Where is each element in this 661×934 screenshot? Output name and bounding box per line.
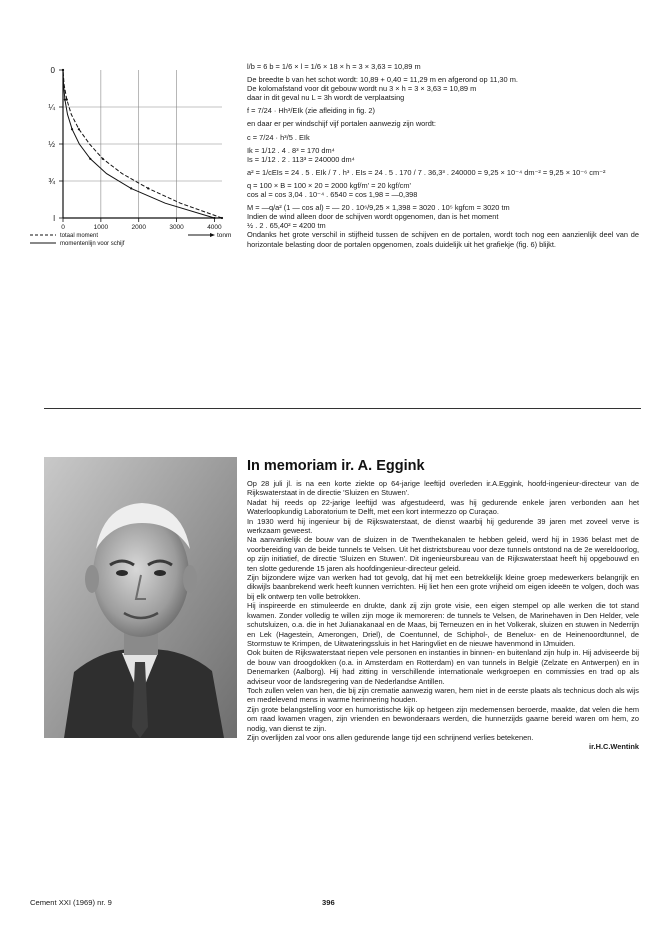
article-paragraph: Zijn grote belangstelling voor en humoristische kijk op hetgeen zijn medemensen beroerde, maakte, dat velen die hem om raad kwamen vragen, zijn vrienden en bewonderaars werden, die hunnerzijds gaarne bereid waren om hem, zo nodig, van dienst te zijn. xyxy=(247,704,639,733)
x-tick-label: 1000 xyxy=(93,224,109,231)
y-tick-label: l xyxy=(53,214,55,223)
y-tick-label: ½ xyxy=(48,140,55,149)
data-point xyxy=(213,217,215,219)
article-paragraph: Ook buiten de Rijkswaterstaat riepen vele personen en instanties in binnen- en buitenland zijn hulp in. Hij adviseerde bij de bouw van droogdokken (o.a. in Amsterdam en Rotterdam) en van tunnels in België (Zelzate en Antwerpen) en in Denemarken (Aalborg). Hij had zitting in verschillende internationale werkgroepen en commissies en trad op als adviseur voor de landsregering van de Nederlandse Antillen. xyxy=(247,648,639,686)
x-tick-label: 4000 xyxy=(207,224,222,231)
data-point xyxy=(62,69,64,71)
data-point xyxy=(147,187,149,189)
article-title: In memoriam ir. A. Eggink xyxy=(247,458,425,474)
article-signature: ir.H.C.Wentink xyxy=(589,742,639,752)
calc-line-breedte: De breedte b van het schot wordt: 10,89 + 0,40 = 11,29 m en afgerond op 11,30 m. xyxy=(247,75,518,85)
calc-line-kolomafstand: De kolomafstand voor dit gebouw wordt nu 3 × h = 3 × 3,63 = 10,89 m xyxy=(247,84,477,94)
article-paragraph: Zijn overlijden zal voor ons allen gedurende lange tijd een schrijnend verlies betekenen. xyxy=(247,732,534,742)
y-tick-label: ¼ xyxy=(48,103,55,112)
calc-line-windschijf: en daar er per windschijf vijf portalen aanwezig zijn wordt: xyxy=(247,119,436,129)
portrait-illustration xyxy=(44,457,237,738)
data-point xyxy=(78,128,80,130)
chart-plot-area xyxy=(30,66,231,247)
data-point xyxy=(71,128,73,130)
calc-line-a-squared: a² = 1/cEIs = 24 . 5 . EIk / 7 . h³ . EIs = 24 . 5 . 170 / 7 . 36,3³ . 240000 = 9,25 × 10⁻⁴ dm⁻² = 9,25 × 10⁻⁶ cm⁻² xyxy=(247,167,606,177)
article-body xyxy=(247,479,639,752)
x-tick-label: 3000 xyxy=(169,224,184,231)
article-paragraph: Hij inspireerde en stimuleerde en drukte, dank zij zijn grote visie, een eigen stempel op alle werken die tot stand kwamen. Zonder volledig te willen zijn moge ik memoreren: de tunnels te Velsen, de Marinehaven in Den Helder, vele schutsluizen, o.a. die in het Julianakanaal en de Maas, bij Terneuzen en in het Volkerak, sluizen en stuwen in Nederrijn en Lek (Hagestein, Amerongen, Driel), de Coentunnel, de Schiphol-, de Benelux- en de Heinenoordtunnel, de Stormstuw te Krimpen, de Uitwateringssluis in het Haringvliet en de nieuwe havenmond in IJmuiden. xyxy=(247,601,639,648)
calc-line-q: q = 100 × B = 100 × 20 = 2000 kgf/m' = 20 kgf/cm' xyxy=(247,180,411,190)
calc-line-c-formula: c = 7/24 · h³/5 . EIk xyxy=(247,132,310,142)
y-tick-label: ¾ xyxy=(48,177,55,186)
data-point xyxy=(89,158,91,160)
calc-conclusion: Ondanks het grote verschil in stijfheid tussen de schijven en de portalen, wordt toch nog een aanzienlijk deel van de horizontale belasting door de portalen opgenomen, zoals duidelijk uit het grafiekje (fig. 6) blijkt. xyxy=(247,230,639,249)
article-paragraph: In 1930 werd hij ingenieur bij de Rijkswaterstaat, de dienst waarbij hij gedurende 39 jaren met zoveel verve is werkzaam geweest. xyxy=(247,516,639,536)
calc-line-wind-intro: Indien de wind alleen door de schijven wordt opgenomen, dan is het moment xyxy=(247,212,499,222)
calc-line-cos: cos al = cos 3,04 . 10⁻⁴ . 6540 = cos 1,98 = —0,398 xyxy=(247,190,418,200)
x-tick-label: 0 xyxy=(61,224,65,231)
legend-label-momentenlijn: momentenlijn voor schijf xyxy=(60,241,125,247)
x-unit-label: tonm xyxy=(217,232,232,239)
x-tick-label: 2000 xyxy=(131,224,146,231)
calc-line-ik: Ik = 1/12 . 4 . 8³ = 170 dm⁴ xyxy=(247,145,335,155)
article-paragraph: Nadat hij reeds op 22-jarige leeftijd was afgestudeerd, was hij gedurende enkele jaren verbonden aan het Waterloopkundig Laboratorium te Delft, met een kort intermezzo op Curaçao. xyxy=(247,497,639,517)
article-paragraph: Na aanvankelijk de bouw van de sluizen in de Twenthekanalen te hebben geleid, werd hij in 1936 belast met de voorbereiding van de beide tunnels te Velsen. Uit het districtsbureau voor deze tunnels ontstond na de 2e wereldoorlog, op zijn initiatief, de directie 'Sluizen en Stuwen'. Dit ingenieursbureau van de Rijkswaterstaat heeft hij opgebouwd en ten slotte gedurende 15 jaren als hoofdingenieur-directeur geleid. xyxy=(247,535,639,573)
calc-line-moment-value: ½ . 2 . 65,40² = 4200 tm xyxy=(247,221,326,231)
y-tick-label: 0 xyxy=(50,66,55,75)
portrait-photo xyxy=(44,457,237,738)
calc-line-verplaatsing-intro: daar in dit geval nu L = 3h wordt de verplaatsing xyxy=(247,93,405,103)
legend-label-totaal-moment: totaal moment xyxy=(60,233,99,239)
calc-line-f-formula: f = 7/24 · Hh³/EIk (zie afleiding in fig. 2) xyxy=(247,106,375,116)
journal-citation: Cement XXI (1969) nr. 9 xyxy=(30,898,112,907)
data-point xyxy=(130,187,132,189)
section-divider xyxy=(44,408,641,409)
data-point xyxy=(102,158,104,160)
article-paragraph: Op 28 juli jl. is na een korte ziekte op 64-jarige leeftijd overleden ir.A.Eggink, hoofd-ingenieur-directeur van de Rijkswaterstaat in de directie 'Sluizen en Stuwen'. xyxy=(247,479,639,498)
calc-line-moment: M = —q/a² (1 — cos al) = — 20 . 10⁶/9,25 × 1,398 = 3020 . 10⁵ kgfcm = 3020 tm xyxy=(247,203,510,213)
calc-line-is: Is = 1/12 . 2 . 113³ = 240000 dm⁴ xyxy=(247,154,355,164)
x-unit-arrow-head xyxy=(210,233,215,237)
data-point xyxy=(221,217,223,219)
data-point xyxy=(66,99,68,101)
data-point xyxy=(64,99,66,101)
article-paragraph: Zijn bijzondere wijze van werken had tot gevolg, dat hij met een betrekkelijk kleine groep medewerkers belangrijk en dikwijls baanbrekend werk heeft kunnen verrichten. Hij liet hen een grote vrijheid om eigen ideeën te volgen, doch was bij elk ontwerp ten volle betrokken. xyxy=(247,573,639,601)
calc-line-ratio: l/b = 6 b = 1/6 × l = 1/6 × 18 × h = 3 × 3,63 = 10,89 m xyxy=(247,62,421,71)
moment-chart xyxy=(26,58,246,258)
page-number: 396 xyxy=(322,898,335,907)
calculation-block xyxy=(247,62,639,249)
article-paragraph: Toch zullen velen van hen, die bij zijn crematie aanwezig waren, hem niet in de eerste plaats als technicus doch als wijs en medelevend mens in warme herinnering houden. xyxy=(247,685,639,705)
